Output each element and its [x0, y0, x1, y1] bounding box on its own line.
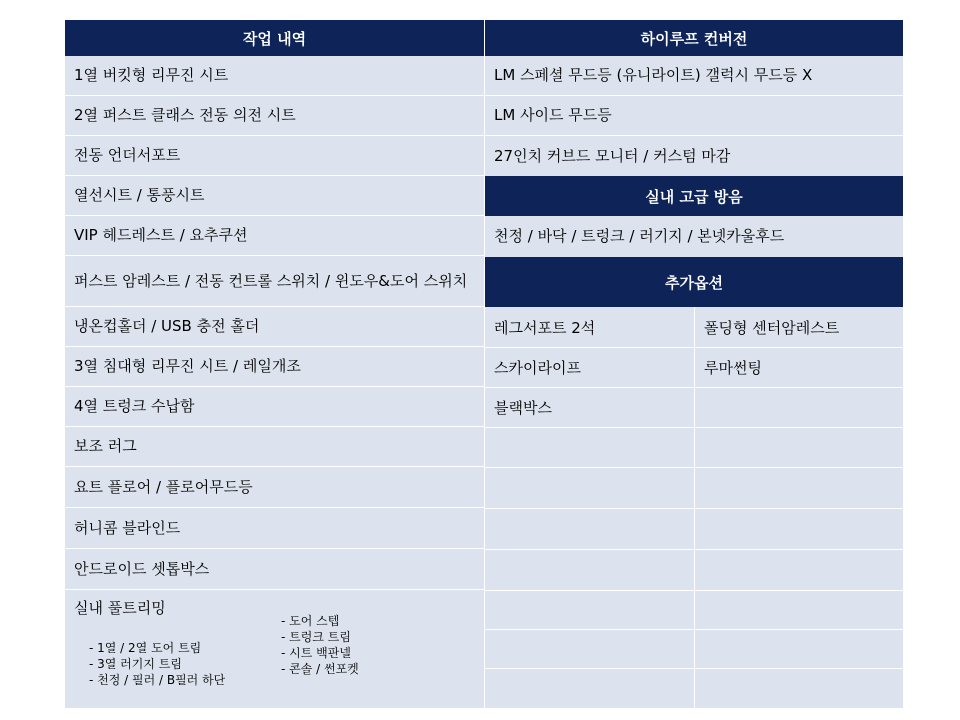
- work-table: [65, 20, 903, 708]
- option-cell: 블랙박스: [494, 398, 552, 417]
- trim-subitem: - 콘솔 / 썬포켓: [281, 662, 359, 676]
- high-roof-conversion-header: 하이루프 컨버전: [485, 20, 903, 56]
- full-trimming-label: 실내 풀트리밍: [74, 599, 166, 617]
- list-item: 천정 / 바닥 / 트렁크 / 러기지 / 본넷카울후드: [494, 226, 785, 245]
- extra-options-header: 추가옵션: [485, 257, 903, 307]
- list-item: 퍼스트 암레스트 / 전동 컨트롤 스위치 / 윈도우&도어 스위치: [65, 256, 484, 307]
- row-divider: [485, 668, 903, 669]
- row-divider: [485, 549, 903, 550]
- trim-subitem: - 시트 백판넬: [281, 646, 351, 660]
- trim-subitem: - 천정 / 필러 / B필러 하단: [89, 673, 226, 687]
- list-item: VIP 헤드레스트 / 요추쿠션: [65, 216, 484, 256]
- list-item: LM 사이드 무드등: [485, 96, 903, 136]
- trim-subitem: - 3열 러기지 트림: [89, 657, 182, 671]
- list-item: 허니콤 블라인드: [65, 508, 484, 549]
- conversion-column: [485, 20, 903, 708]
- trim-subitem: - 1열 / 2열 도어 트림: [89, 641, 202, 655]
- list-item: LM 스페셜 무드등 (유니라이트) 갤럭시 무드등 X: [485, 56, 903, 96]
- row-divider: [485, 387, 903, 388]
- trim-subitem: - 트렁크 트림: [281, 630, 351, 644]
- list-item: 보조 러그: [65, 427, 484, 467]
- list-item: 전동 언더서포트: [65, 136, 484, 176]
- soundproofing-header: 실내 고급 방음: [485, 176, 903, 216]
- trim-subitem: - 도어 스텝: [281, 614, 340, 628]
- list-item: 1열 버킷형 리무진 시트: [65, 56, 484, 96]
- list-item: 2열 퍼스트 클래스 전동 의전 시트: [65, 96, 484, 136]
- work-history-column: [65, 20, 484, 708]
- list-item: 4열 트렁크 수납함: [65, 387, 484, 427]
- list-item: 냉온컵홀더 / USB 충전 홀더: [65, 307, 484, 347]
- row-divider: [485, 590, 903, 591]
- trim-sublist-a: [89, 640, 225, 688]
- option-cell: 폴딩형 센터암레스트: [704, 318, 840, 337]
- list-item: 요트 플로어 / 플로어무드등: [65, 467, 484, 508]
- option-cell: 레그서포트 2석: [494, 318, 596, 337]
- list-item: 열선시트 / 통풍시트: [65, 176, 484, 216]
- row-divider: [485, 467, 903, 468]
- list-item: 안드로이드 셋톱박스: [65, 549, 484, 590]
- row-divider: [485, 629, 903, 630]
- trim-sublist-b: [281, 613, 359, 677]
- option-cell: 스카이라이프: [494, 358, 581, 377]
- row-divider: [485, 347, 903, 348]
- option-cell: 루마썬팅: [704, 358, 762, 377]
- list-item: 27인치 커브드 모니터 / 커스텀 마감: [494, 146, 731, 165]
- work-history-header: 작업 내역: [65, 20, 484, 56]
- row-divider: [485, 508, 903, 509]
- row-divider: [485, 427, 903, 428]
- list-item: 3열 침대형 리무진 시트 / 레일개조: [65, 347, 484, 387]
